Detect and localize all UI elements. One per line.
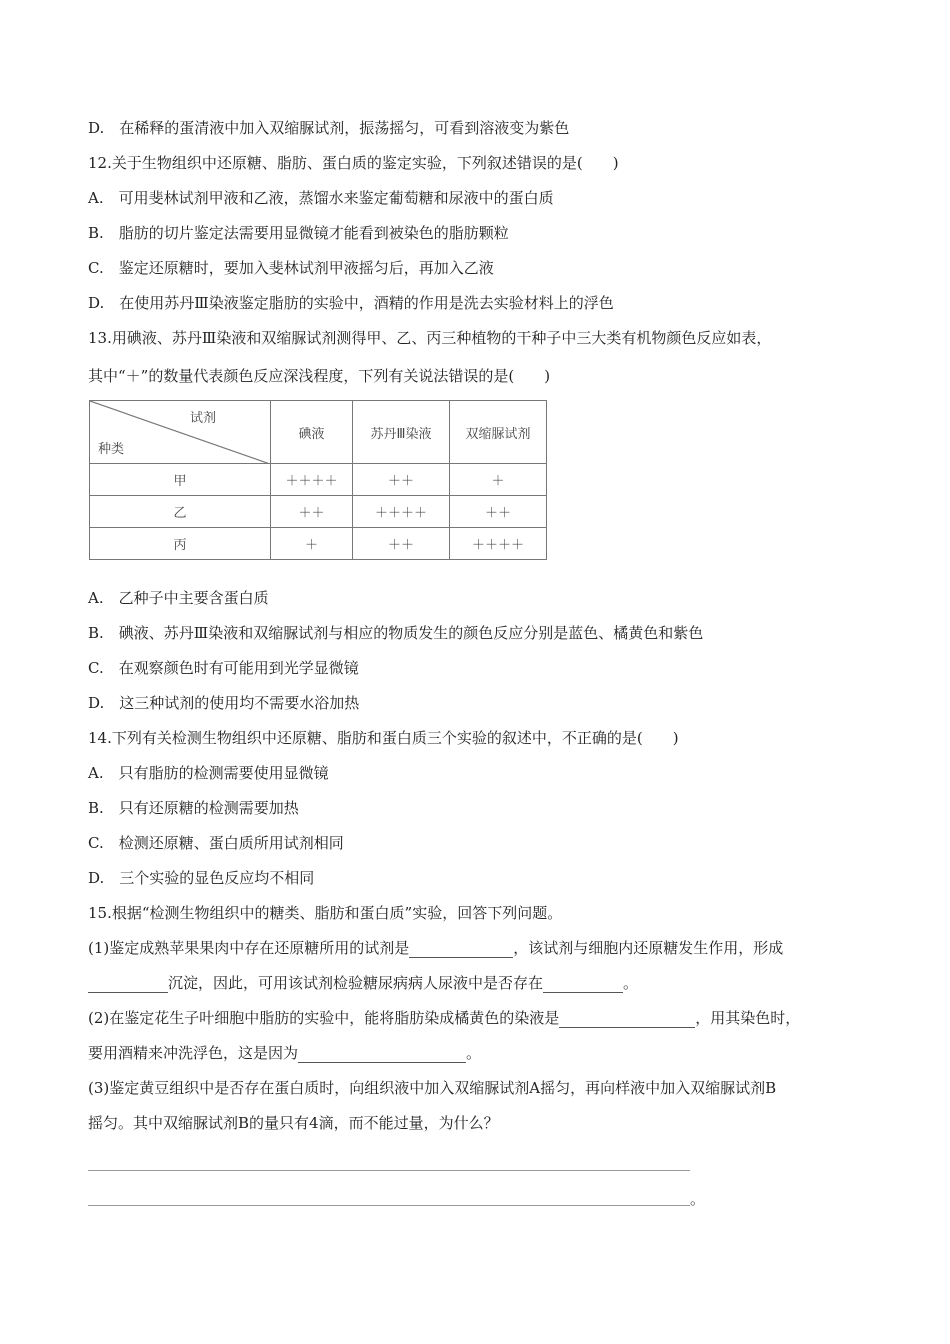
table-cell: ＋＋ bbox=[450, 496, 547, 528]
q14-option-b[interactable]: B. 只有还原糖的检测需要加热 bbox=[88, 799, 299, 817]
q13-option-a[interactable]: A. 乙种子中主要含蛋白质 bbox=[88, 589, 269, 607]
q12-option-d[interactable]: D. 在使用苏丹Ⅲ染液鉴定脂肪的实验中，酒精的作用是洗去实验材料上的浮色 bbox=[88, 294, 614, 312]
row-label: 甲 bbox=[90, 464, 271, 496]
table-cell: ＋＋＋＋ bbox=[271, 464, 353, 496]
table-cell: ＋ bbox=[450, 464, 547, 496]
q15-part1-text-d: 。 bbox=[623, 974, 639, 992]
corner-label-reagent: 试剂 bbox=[189, 411, 216, 426]
corner-label-species: 种类 bbox=[98, 442, 125, 457]
column-header: 双缩脲试剂 bbox=[450, 401, 547, 464]
q13-option-b[interactable]: B. 碘液、苏丹Ⅲ染液和双缩脲试剂与相应的物质发生的颜色反应分别是蓝色、橘黄色和紫色 bbox=[88, 624, 704, 642]
stain-answer-blank[interactable] bbox=[559, 1011, 695, 1028]
table-cell: ＋＋ bbox=[353, 464, 450, 496]
q15-part1-line2 bbox=[88, 973, 638, 993]
urine-answer-blank[interactable] bbox=[543, 976, 623, 993]
q13-stem-line2: 其中“＋”的数量代表颜色反应深浅程度，下列有关说法错误的是( ) bbox=[88, 367, 551, 385]
q15-part3-line2: 摇匀。其中双缩脲试剂B的量只有4滴，而不能过量，为什么？ bbox=[88, 1114, 499, 1132]
answer-line-2[interactable] bbox=[88, 1205, 690, 1206]
column-header: 碘液 bbox=[271, 401, 353, 464]
q14-option-a[interactable]: A. 只有脂肪的检测需要使用显微镜 bbox=[88, 764, 329, 782]
table-cell: ＋＋ bbox=[353, 528, 450, 560]
q15-part2-text-a: (2)在鉴定花生子叶细胞中脂肪的实验中，能将脂肪染成橘黄色的染液是 bbox=[88, 1009, 560, 1027]
q15-part1-text-b: ，该试剂与细胞内还原糖发生作用，形成 bbox=[513, 939, 784, 957]
table-row bbox=[90, 464, 547, 496]
q12-option-c[interactable]: C. 鉴定还原糖时，要加入斐林试剂甲液摇匀后，再加入乙液 bbox=[88, 259, 494, 277]
reagent-table bbox=[89, 400, 547, 560]
q14-option-d[interactable]: D. 三个实验的显色反应均不相同 bbox=[88, 869, 315, 887]
table-cell: ＋＋＋＋ bbox=[353, 496, 450, 528]
q15-part2-line2 bbox=[88, 1043, 481, 1063]
q15-part2-text-c: 要用酒精来冲洗浮色，这是因为 bbox=[88, 1044, 299, 1062]
q14-stem: 14.下列有关检测生物组织中还原糖、脂肪和蛋白质三个实验的叙述中，不正确的是( ) bbox=[88, 729, 679, 747]
column-header: 苏丹Ⅲ染液 bbox=[353, 401, 450, 464]
q13-option-d[interactable]: D. 这三种试剂的使用均不需要水浴加热 bbox=[88, 694, 360, 712]
table-corner-cell bbox=[90, 401, 271, 464]
row-label: 丙 bbox=[90, 528, 271, 560]
row-label: 乙 bbox=[90, 496, 271, 528]
q15-part2-line1 bbox=[88, 1008, 800, 1028]
table-row bbox=[90, 496, 547, 528]
prev-option-d: D. 在稀释的蛋清液中加入双缩脲试剂，振荡摇匀，可看到溶液变为紫色 bbox=[88, 119, 570, 137]
q15-part1-text-c: 沉淀，因此，可用该试剂检验糖尿病病人尿液中是否存在 bbox=[168, 974, 544, 992]
q14-option-c[interactable]: C. 检测还原糖、蛋白质所用试剂相同 bbox=[88, 834, 344, 852]
table-cell: ＋＋＋＋ bbox=[450, 528, 547, 560]
q13-option-c[interactable]: C. 在观察颜色时有可能用到光学显微镜 bbox=[88, 659, 359, 677]
q12-option-a[interactable]: A. 可用斐林试剂甲液和乙液，蒸馏水来鉴定葡萄糖和尿液中的蛋白质 bbox=[88, 189, 554, 207]
q15-part2-text-b: ，用其染色时， bbox=[695, 1009, 801, 1027]
reason-answer-blank[interactable] bbox=[298, 1046, 466, 1063]
table-cell: ＋ bbox=[271, 528, 353, 560]
q13-stem-line1: 13.用碘液、苏丹Ⅲ染液和双缩脲试剂测得甲、乙、丙三种植物的干种子中三大类有机物颜色反应如表， bbox=[88, 329, 772, 347]
answer-end-mark: 。 bbox=[690, 1190, 706, 1208]
q15-part2-text-d: 。 bbox=[466, 1044, 482, 1062]
precipitate-answer-blank[interactable] bbox=[88, 976, 168, 993]
answer-line-1[interactable] bbox=[88, 1170, 690, 1171]
reagent-answer-blank[interactable] bbox=[409, 941, 513, 958]
table-cell: ＋＋ bbox=[271, 496, 353, 528]
q15-part1-line1 bbox=[88, 938, 783, 958]
table-row bbox=[90, 528, 547, 560]
q15-part1-text-a: (1)鉴定成熟苹果果肉中存在还原糖所用的试剂是 bbox=[88, 939, 410, 957]
q15-stem: 15.根据“检测生物组织中的糖类、脂肪和蛋白质”实验，回答下列问题。 bbox=[88, 904, 563, 922]
q12-stem: 12.关于生物组织中还原糖、脂肪、蛋白质的鉴定实验，下列叙述错误的是( ) bbox=[88, 154, 619, 172]
q15-part3-line1: (3)鉴定黄豆组织中是否存在蛋白质时，向组织液中加入双缩脲试剂A摇匀，再向样液中加入双缩脲试剂B bbox=[88, 1079, 777, 1097]
q12-option-b[interactable]: B. 脂肪的切片鉴定法需要用显微镜才能看到被染色的脂肪颗粒 bbox=[88, 224, 509, 242]
